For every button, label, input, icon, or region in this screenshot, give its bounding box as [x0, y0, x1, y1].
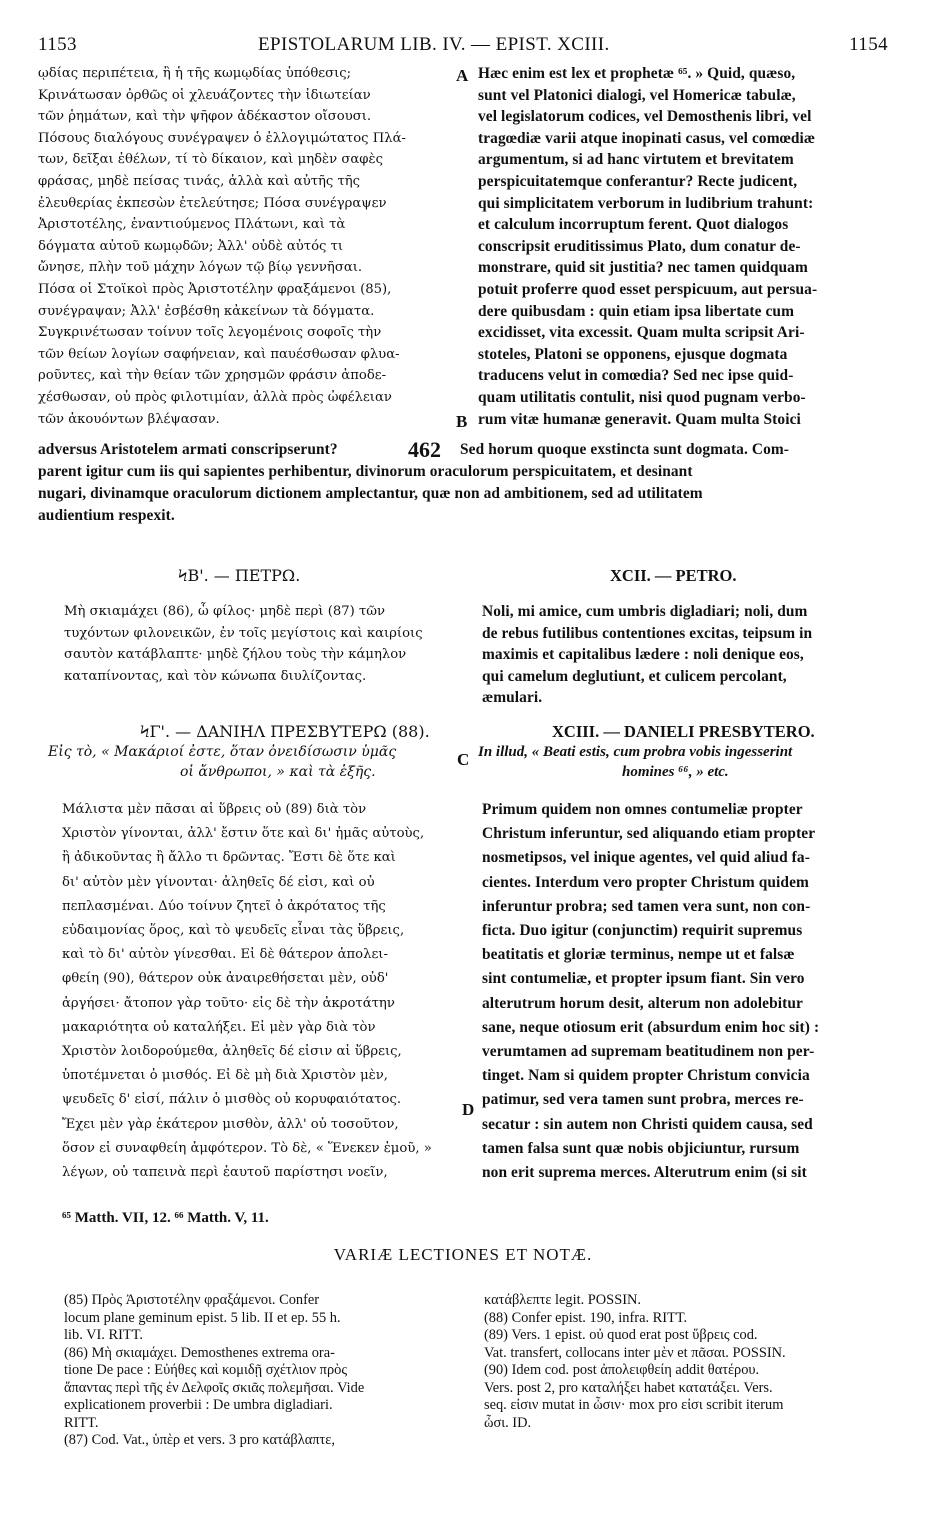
latin-text-line: Noli, mi amice, cum umbris digladiari; noli, dum	[482, 603, 808, 620]
letter93-latin-subtitle-1: In illud, « Beati estis, cum probra vobis ingesserint	[478, 744, 793, 760]
note-line: ὦσι. ID.	[484, 1414, 532, 1431]
latin-text-line: beatitatis et gloriæ terminus, nempe ut et falsæ	[482, 946, 795, 964]
note-line: Vers. post 2, pro καταλήξει habet κατατάξει. Vers.	[484, 1379, 773, 1396]
right-page-number: 1154	[849, 34, 888, 55]
greek-text-line: δι' αὐτὸν μὲν γίνονται· ἀληθεῖς δέ εἰσι, καὶ οὐ	[62, 874, 375, 890]
latin-text-line: vel legislatorum codices, vel Demosthenis libri, vel	[478, 108, 812, 126]
greek-text-line: ἐλευθερίας ἐκπεσὼν ἐτελεύτησε; Πόσα συνέγραψεν	[38, 195, 387, 211]
letter93-greek-subtitle-2: οἱ ἄνθρωποι, » καὶ τὰ ἑξῆς.	[180, 764, 376, 780]
greek-text-line: Συγκρινέτωσαν τοίνυν τοῖς λεγομένοις σοφοῖς τὴν	[38, 325, 382, 341]
greek-text-line: καὶ τὸ δι' αὐτὸν γίνεσθαι. Εἰ δὲ θάτερον ἀπολει-	[62, 947, 388, 963]
greek-text-line: Ἔχει μὲν γὰρ ἑκάτερον μισθὸν, ἀλλ' οὐ τοσοῦτον,	[62, 1116, 399, 1132]
greek-text-line: Μὴ σκιαμάχει (86), ὦ φίλος· μηδὲ περὶ (87) τῶν	[64, 604, 386, 619]
greek-text-line: Κρινάτωσαν ὀρθῶς οἱ χλευάζοντες τὴν ἰδιωτείαν	[38, 87, 371, 103]
latin-text-line: verumtamen ad supremam beatitudinem non per-	[482, 1043, 815, 1060]
letter92-greek-title: ϞΒ'. — ΠΕΤΡΩ.	[178, 566, 301, 585]
notes-heading: VARIÆ LECTIONES ET NOTÆ.	[333, 1245, 593, 1264]
latin-text-line: æmulari.	[482, 689, 543, 706]
greek-text-line: πεπλασμέναι. Δύο τοίνυν ζητεῖ ὁ ἀκρότατος τῆς	[62, 898, 386, 914]
greek-text-line: Χριστὸν λοιδορούμεθα, ἀληθεῖς δέ εἰσιν αἱ ὕβρεις,	[62, 1044, 402, 1059]
latin-text-line: sane, neque otiosum erit (absurdum enim hoc sit) :	[482, 1018, 820, 1036]
note-line: lib. VI. RITT.	[64, 1327, 144, 1343]
latin-text-line: stoteles, Platoni se opponens, ejusque dogmata	[478, 345, 788, 363]
full-line-4: nugari, divinamque oraculorum dictionem amplectantur, quæ non ad ambitionem, sed ad utilitatem	[38, 485, 703, 502]
greek-text-line: εὐδαιμονίας ὅρος, καὶ τὸ ψευδεῖς εἶναι τὰς ὕβρεις,	[62, 923, 405, 938]
note-line: ἅπαντας περὶ τῆς ἐν Δελφοῖς σκιᾶς πολεμῆσαι. Vide	[64, 1379, 365, 1396]
latin-text-line: Primum quidem non omnes contumeliæ propter	[482, 801, 803, 818]
greek-text-line: μακαριότητα οὐ καταλήξει. Εἰ μὲν γὰρ διὰ τὸν	[62, 1019, 376, 1035]
latin-text-line: cientes. Interdum vero propter Christum quidem	[482, 873, 809, 891]
margin-letter-a: A	[456, 66, 469, 85]
greek-text-line: Πόσα οἱ Στοϊκοὶ πρὸς Ἀριστοτέλην φραξάμενοι (85),	[38, 282, 392, 297]
latin-text-line: ficta. Duo igitur (conjunctim) requirit supremus	[482, 922, 803, 939]
note-line: Vat. transfert, collocans inter μὲν et πᾶσαι. POSSIN.	[484, 1344, 786, 1361]
latin-text-line: Christum inferuntur, sed aliquando etiam propter	[482, 825, 816, 843]
note-line: (88) Confer epist. 190, infra. RITT.	[484, 1309, 688, 1326]
margin-letter-d: D	[462, 1100, 475, 1119]
note-line: locum plane geminum epist. 5 lib. II et ep. 55 h.	[64, 1309, 341, 1326]
note-line: (85) Πρὸς Ἀριστοτέλην φραξάμενοι. Confer	[64, 1292, 320, 1308]
note-line: seq. εἰσιν mutat in ὦσιν· mox pro εἰσι scribit iterum	[484, 1397, 784, 1413]
letter92-latin-title: XCII. — PETRO.	[610, 566, 737, 585]
full-line-3: parent igitur cum iis qui sapientes perhibentur, divinorum oraculorum perspicuitatem, et desinant	[38, 463, 693, 480]
greek-text-line: τυχόντων φιλονεικῶν, ἐν τοῖς μεγίστοις καὶ καιρίοις	[64, 625, 423, 641]
greek-text-line: λέγων, οὐ ταπεινὰ περὶ ἑαυτοῦ παρίστησι νοεῖν,	[62, 1165, 388, 1180]
note-line: (86) Μὴ σκιαμάχει. Demosthenes extrema ora-	[64, 1344, 335, 1361]
greek-text-line: δόγματα αὐτοῦ κωμῳδῶν; Ἀλλ' οὐδὲ αὐτός τι	[38, 238, 344, 254]
latin-text-line: traducens velut in comœdia? Sed nec ipse quid-	[478, 367, 794, 385]
latin-text-line: conscripsit eruditissimus Plato, dum conatur de-	[478, 237, 801, 255]
latin-text-line: Hæc enim est lex et prophetæ ⁶⁵. » Quid, quæso,	[478, 65, 796, 82]
latin-text-line: nosmetipsos, vel inique agentes, vel quid aliud fa-	[482, 849, 810, 867]
letter93-latin-title: XCIII. — DANIELI PRESBYTERO.	[552, 722, 815, 741]
note-line: RITT.	[64, 1414, 99, 1431]
greek-text-line: ὅσον εἰ συναφθείη ἀμφότερον. Τὸ δὲ, « Ἕνεκεν ἐμοῦ, »	[62, 1140, 432, 1156]
latin-text-line: excidisset, vita excessit. Quam multa scripsit Ari-	[478, 324, 805, 342]
latin-text-line: perspicuitatemque conferantur? Recte judicent,	[478, 173, 798, 190]
latin-text-line: patimur, sed vera tamen sunt probra, merces re-	[482, 1091, 804, 1109]
column-number: 462	[408, 437, 441, 462]
greek-text-line: τῶν ἀκουόντων βλέψασαν.	[38, 411, 220, 427]
note-line: tione De pace : Εὐήθες καὶ κομιδῇ σχέτλιον πρὸς	[64, 1362, 348, 1378]
footnote-references: ⁶⁵ Matth. VII, 12. ⁶⁶ Matth. V, 11.	[62, 1210, 269, 1226]
latin-text-line: tragœdiæ varii atque inopinati casus, vel comœdiæ	[478, 129, 816, 147]
greek-text-line: Ἀριστοτέλης, ἐναντιούμενος Πλάτωνι, καὶ τὰ	[38, 217, 346, 233]
latin-text-line: sunt vel Platonici dialogi, vel Homericæ tabulæ,	[478, 86, 796, 104]
full-line-1: adversus Aristotelem armati conscripserunt?	[38, 441, 338, 458]
latin-text-line: non erit suprema merces. Alterutrum enim (si sit	[482, 1164, 807, 1181]
greek-text-line: Χριστὸν γίνονται, ἀλλ' ἔστιν ὅτε καὶ δι' ἡμᾶς αὐτοὺς,	[62, 826, 425, 842]
greek-text-line: ὤνησε, πλὴν τοῦ μάχην λόγων τῷ βίῳ γεννῆσαι.	[38, 260, 363, 276]
greek-text-line: ροῦντες, καὶ τὴν θείαν τῶν χρησμῶν φράσιν ἀποδε-	[38, 368, 387, 384]
latin-text-line: alterutrum horum desit, alterum non adolebitur	[482, 994, 803, 1012]
letter93-greek-subtitle-1: Εἰς τὸ, « Μακάριοί ἐστε, ὅταν ὀνειδίσωσιν ὑμᾶς	[48, 744, 397, 760]
note-line: κατάβλεπτε legit. POSSIN.	[484, 1292, 641, 1308]
note-line: explicationem proverbii : De umbra digladiari.	[64, 1397, 333, 1413]
latin-text-line: tinget. Nam si quidem propter Christum convicia	[482, 1067, 810, 1085]
latin-text-line: monstrare, quid sit justitia? nec tamen quidquam	[478, 259, 808, 277]
latin-text-line: dere quibusdam : quin etiam ipsa libertate cum	[478, 302, 794, 320]
running-header	[38, 34, 888, 60]
greek-text-line: ὑποτέμνεται ὁ μισθός. Εἰ δὲ μὴ διὰ Χριστὸν μὲν,	[62, 1068, 388, 1084]
note-line: (90) Idem cod. post ἀπολειφθείη addit θατέρου.	[484, 1362, 760, 1378]
greek-text-line: Μάλιστα μὲν πᾶσαι αἱ ὕβρεις οὐ (89) διὰ τὸν	[62, 802, 367, 817]
latin-text-line: qui simplicitatem verborum in ludibrium trahunt:	[478, 194, 814, 212]
full-line-5: audientium respexit.	[38, 507, 175, 524]
latin-text-line: inferuntur probra; sed tamen vera sunt, non con-	[482, 897, 811, 915]
greek-text-line: Πόσους διαλόγους συνέγραψεν ὁ ἐλλογιμώτατος Πλά-	[38, 130, 406, 146]
greek-text-line: των, δεῖξαι ἐθέλων, τί τὸ δίκαιον, καὶ μηδὲν σαφὲς	[38, 152, 383, 168]
greek-text-line: ἀργήσει· ἄτοπον γὰρ τοῦτο· εἰς δὲ τὴν ἀκροτάτην	[62, 995, 395, 1011]
latin-text-line: de rebus futilibus contentiones excitas, teipsum in	[482, 624, 813, 642]
full-line-2: Sed horum quoque exstincta sunt dogmata. Com-	[460, 441, 790, 458]
greek-text-line: ῳδίας περιπέτεια, ἢ ἡ τῆς κωμῳδίας ὑπόθεσις;	[38, 66, 352, 81]
greek-text-line: φράσας, μηδὲ πείσας τινάς, ἀλλὰ καὶ αὐτῆς τῆς	[38, 174, 361, 189]
note-line: (89) Vers. 1 epist. οὐ quod erat post ὕβρεις cod.	[484, 1327, 758, 1343]
letter93-greek-title: ϞΓ'. — ΔΑΝΙΗΛ ΠΡΕΣΒΥΤΕΡΩ (88).	[140, 722, 430, 741]
latin-text-line: secatur : sin autem non Christi quidem causa, sed	[482, 1115, 813, 1133]
greek-text-line: καταπίνοντας, καὶ τὸν κώνωπα διυλίζοντας.	[64, 668, 367, 684]
letter93-latin-subtitle-2: homines ⁶⁶, » etc.	[622, 764, 729, 780]
margin-letter-c: C	[457, 750, 470, 769]
left-page-number: 1153	[38, 34, 77, 55]
greek-text-line: σαυτὸν κατάβλαπτε· μηδὲ ζήλου τοὺς τὴν κάμηλον	[64, 647, 407, 662]
latin-text-line: tamen falsa sunt quæ nobis objiciuntur, rursum	[482, 1139, 800, 1157]
note-line: (87) Cod. Vat., ὑπὲρ et vers. 3 pro κατάβλαπτε,	[64, 1432, 335, 1448]
latin-text-line: quam utilitatis contulit, nisi quod pugnam verbo-	[478, 389, 806, 406]
latin-text-line: sint contumeliæ, et propter ipsum fiant. Sin vero	[482, 970, 805, 988]
greek-text-line: συνέγραψαν; Ἀλλ' ἐσβέσθη κἀκείνων τὰ δόγματα.	[38, 303, 375, 319]
greek-text-line: φθείη (90), θάτερον οὐκ ἀναιρεθήσεται μὲν, οὐδ'	[62, 971, 389, 987]
margin-letter-b: B	[456, 412, 468, 431]
greek-text-line: χέσθωσαν, οὐ πρὸς φιλοτιμίαν, ἀλλὰ πρὸς ὠφέλειαν	[38, 390, 392, 405]
latin-text-line: rum vitæ humanæ generavit. Quam multa Stoici	[478, 410, 801, 428]
greek-text-line: ψευδεῖς δ' εἰσί, πάλιν ὁ μισθὸς οὐ κορυφαιότατος.	[62, 1092, 402, 1108]
latin-text-line: potuit proferre quod esset perspicuum, aut persua-	[478, 281, 818, 298]
greek-text-line: τῶν θείων λογίων σαφήνειαν, καὶ παυέσθωσαν φλυα-	[38, 346, 400, 362]
greek-text-line: ἢ ἀδικοῦντας ἢ ἄλλο τι δρῶντας. Ἔστι δὲ ὅτε καὶ	[62, 850, 396, 866]
latin-text-line: qui camelum deglutiunt, et culicem percolant,	[482, 667, 787, 685]
latin-text-line: et calculum incorruptum ferent. Quot dialogos	[478, 216, 789, 234]
latin-text-line: maximis et capitalibus lædere : noli denique eos,	[482, 646, 804, 663]
running-title: EPISTOLARUM LIB. IV. — EPIST. XCIII.	[258, 34, 610, 55]
latin-text-line: argumentum, si ad hanc virtutem et brevitatem	[478, 151, 794, 169]
greek-text-line: τῶν ῥημάτων, καὶ τὴν ψῆφον ἀδέκαστον οἴσουσι.	[38, 109, 372, 125]
